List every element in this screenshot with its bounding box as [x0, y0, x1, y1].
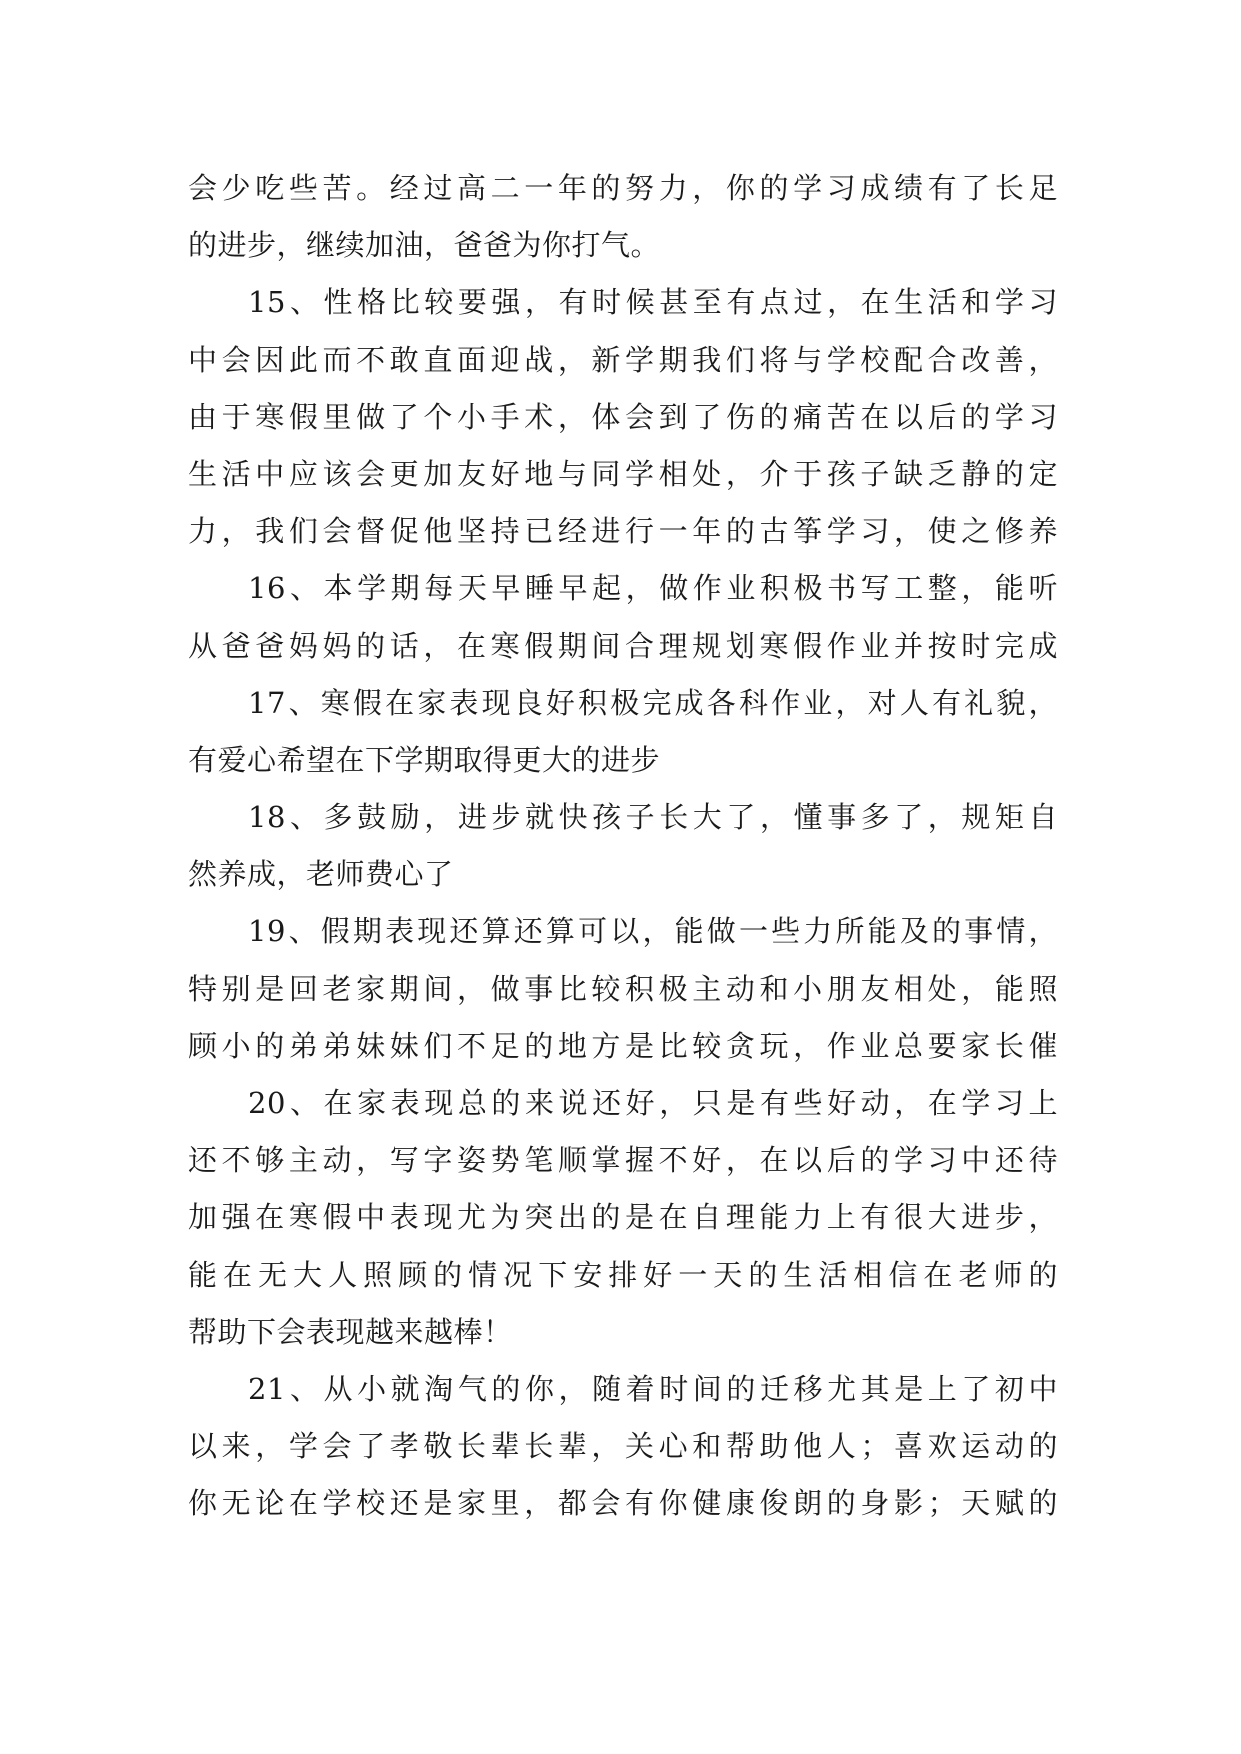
paragraph-20-line: 20、在家表现总的来说还好，只是有些好动，在学习上: [248, 1086, 1058, 1120]
paragraph-15-line: 15、性格比较要强，有时候甚至有点过，在生活和学习: [248, 285, 1058, 320]
text-line: 力，我们会督促他坚持已经进行一年的古筝学习，使之修养: [188, 514, 1058, 549]
text-line: 还不够主动，写字姿势笔顺掌握不好，在以后的学习中还待: [188, 1143, 1058, 1178]
text-line: 加强在寒假中表现尤为突出的是在自理能力上有很大进步，: [188, 1200, 1058, 1235]
paragraph-16-line: 16、本学期每天早睡早起，做作业积极书写工整，能听: [248, 571, 1058, 606]
paragraph-21-line: 21、从小就淘气的你，随着时间的迁移尤其是上了初中: [248, 1371, 1058, 1406]
text-line: 能在无大人照顾的情况下安排好一天的生活相信在老师的: [188, 1257, 1058, 1292]
text-line: 顾小的弟弟妹妹们不足的地方是比较贪玩，作业总要家长催: [188, 1028, 1058, 1063]
text-line: 特别是回老家期间，做事比较积极主动和小朋友相处，能照: [188, 971, 1058, 1006]
paragraph-18-line: 18、多鼓励，进步就快孩子长大了，懂事多了，规矩自: [248, 800, 1058, 835]
text-line: 有爱心希望在下学期取得更大的进步: [188, 742, 661, 777]
paragraph-17-line: 17、寒假在家表现良好积极完成各科作业，对人有礼貌，: [248, 685, 1058, 720]
document-body: [188, 160, 1058, 1533]
text-line: 中会因此而不敢直面迎战，新学期我们将与学校配合改善，: [188, 342, 1058, 377]
text-line: 生活中应该会更加友好地与同学相处，介于孩子缺乏静的定: [188, 456, 1058, 491]
text-line: 然养成，老师费心了: [188, 857, 454, 892]
text-line: 你无论在学校还是家里，都会有你健康俊朗的身影；天赋的: [188, 1486, 1058, 1521]
text-line: 以来，学会了孝敬长辈长辈，关心和帮助他人；喜欢运动的: [188, 1429, 1058, 1464]
text-line: 帮助下会表现越来越棒！: [188, 1314, 513, 1349]
text-line: 的进步，继续加油，爸爸为你打气。: [188, 228, 661, 263]
text-line: 会少吃些苦。经过高二一年的努力，你的学习成绩有了长足: [188, 171, 1058, 205]
paragraph-19-line: 19、假期表现还算还算可以，能做一些力所能及的事情，: [248, 914, 1058, 949]
text-line: 由于寒假里做了个小手术，体会到了伤的痛苦在以后的学习: [188, 399, 1058, 434]
text-line: 从爸爸妈妈的话，在寒假期间合理规划寒假作业并按时完成: [188, 628, 1058, 663]
